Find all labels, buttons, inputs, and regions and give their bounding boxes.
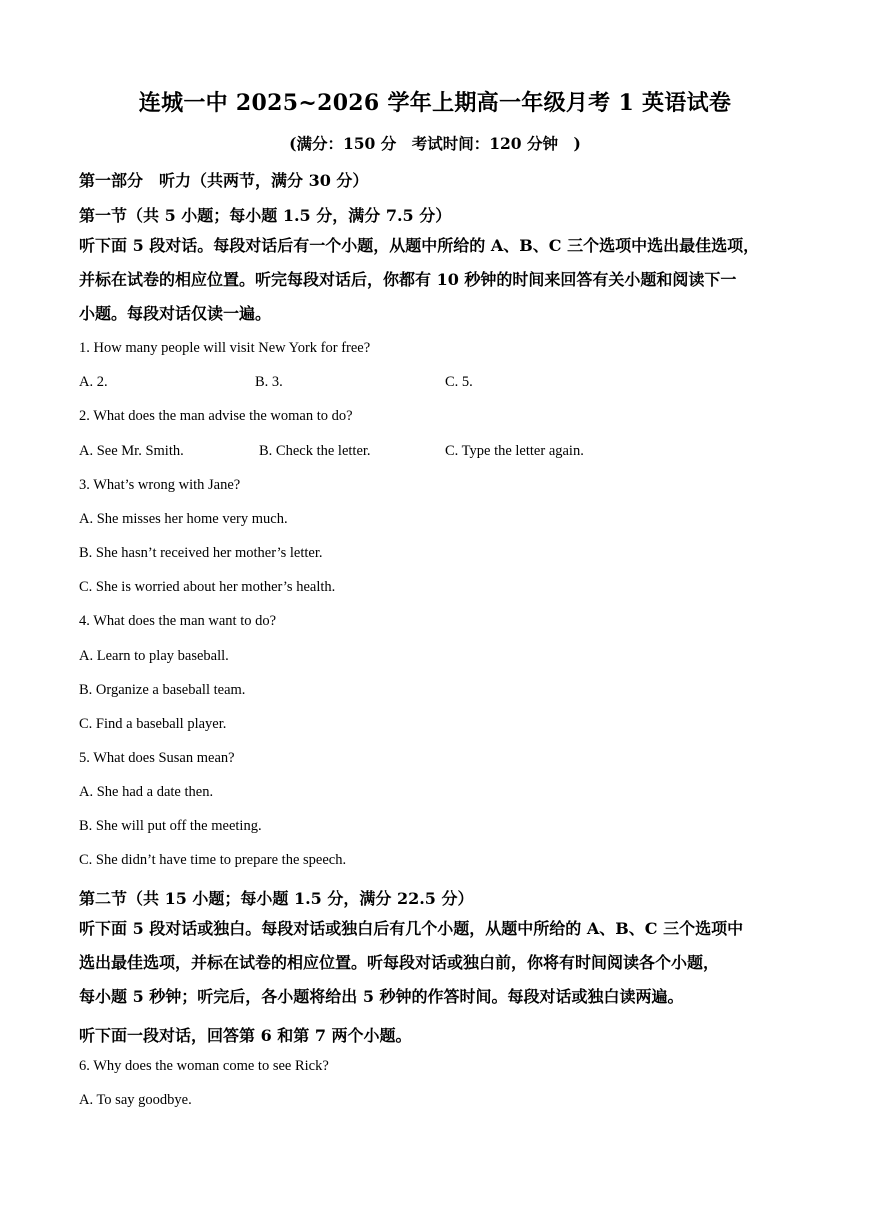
instruction-line: 并标在试卷的相应位置。听完每段对话后，你都有 10 秒钟的时间来回答有关小题和阅读下一	[79, 270, 737, 289]
question-3-option-a: A. She misses her home very much.	[79, 511, 288, 527]
question-2-option-a: A. See Mr. Smith.	[79, 443, 184, 459]
instruction-line: 选出最佳选项，并标在试卷的相应位置。听每段对话或独白前，你将有时间阅读各个小题，	[79, 953, 720, 972]
section2-instructions	[79, 912, 795, 1014]
question-3-stem: 3. What’s wrong with Jane?	[79, 477, 241, 493]
question-3-option-c: C. She is worried about her mother’s health.	[79, 579, 336, 595]
group-note: 听下面一段对话，回答第 6 和第 7 两个小题。	[79, 1026, 412, 1045]
question-6-option-a: A. To say goodbye.	[79, 1092, 192, 1108]
question-6-stem: 6. Why does the woman come to see Rick?	[79, 1058, 329, 1074]
exam-title: 连城一中 2025~2026 学年上期高一年级月考 1 英语试卷	[138, 90, 732, 116]
part1-heading: 第一部分 听力（共两节，满分 30 分）	[79, 171, 369, 190]
question-1-stem: 1. How many people will visit New York for free?	[79, 340, 371, 356]
question-1-option-c: C. 5.	[445, 374, 473, 390]
section2-heading: 第二节（共 15 小题；每小题 1.5 分，满分 22.5 分）	[79, 889, 474, 908]
question-5-option-c: C. She didn’t have time to prepare the speech.	[79, 852, 347, 868]
question-4-option-c: C. Find a baseball player.	[79, 716, 227, 732]
question-5-option-a: A. She had a date then.	[79, 784, 214, 800]
instruction-line: 小题。每段对话仅读一遍。	[79, 304, 272, 323]
instruction-line: 每小题 5 秒钟；听完后，各小题将给出 5 秒钟的作答时间。每段对话或独白读两遍。	[79, 987, 684, 1006]
question-3-option-b: B. She hasn’t received her mother’s letter.	[79, 545, 323, 561]
question-4-option-a: A. Learn to play baseball.	[79, 648, 229, 664]
question-2-stem: 2. What does the man advise the woman to do?	[79, 408, 353, 424]
section1-heading: 第一节（共 5 小题；每小题 1.5 分，满分 7.5 分）	[79, 206, 452, 225]
instruction-line: 听下面 5 段对话或独白。每段对话或独白后有几个小题，从题中所给的 A、B、C 三个选项中	[79, 919, 744, 938]
instruction-line: 听下面 5 段对话。每段对话后有一个小题，从题中所给的 A、B、C 三个选项中选出最佳选项，	[79, 236, 760, 255]
question-5-option-b: B. She will put off the meeting.	[79, 818, 262, 834]
question-4-stem: 4. What does the man want to do?	[79, 613, 277, 629]
question-1-option-a: A. 2.	[79, 374, 108, 390]
question-2-option-b: B. Check the letter.	[259, 443, 371, 459]
section1-instructions	[79, 229, 795, 331]
question-4-option-b: B. Organize a baseball team.	[79, 682, 246, 698]
question-5-stem: 5. What does Susan mean?	[79, 750, 235, 766]
exam-subtitle: (满分：150 分 考试时间：120 分钟 )	[289, 134, 581, 153]
question-1-option-b: B. 3.	[255, 374, 283, 390]
question-2-option-c: C. Type the letter again.	[445, 443, 584, 459]
